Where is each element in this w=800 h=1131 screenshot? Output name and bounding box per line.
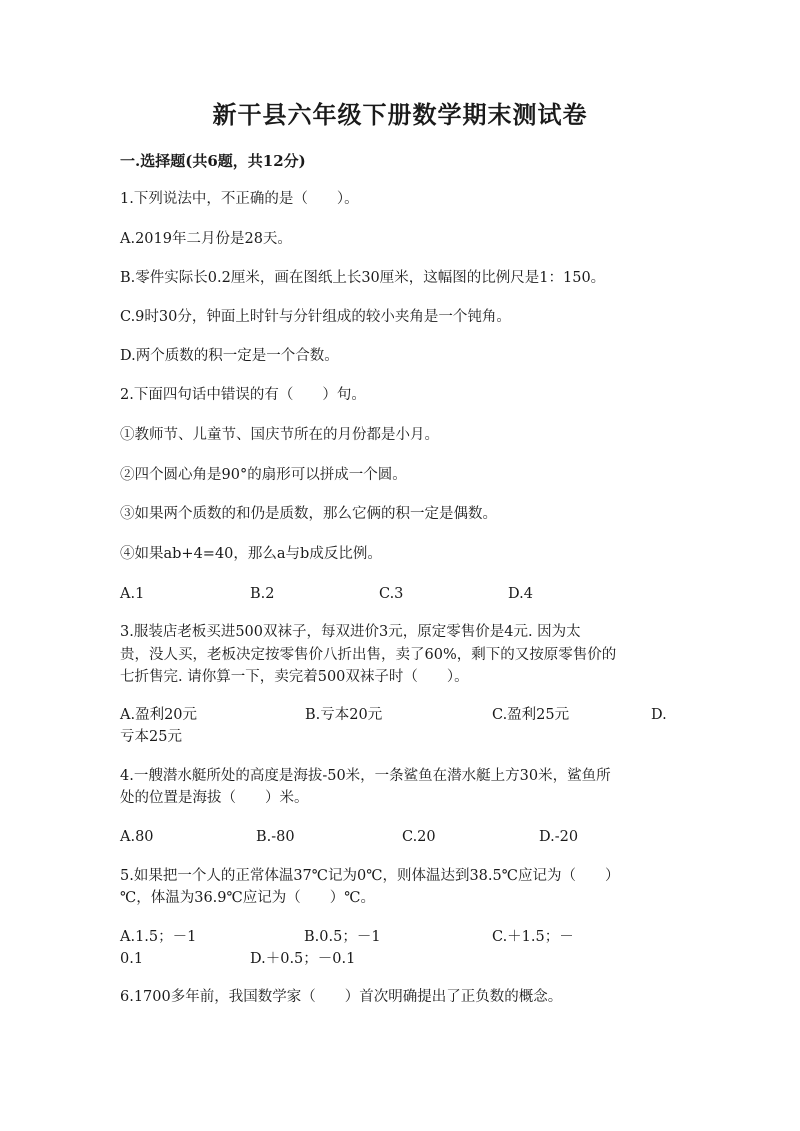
- q2-statement-2: ②四个圆心角是90°的扇形可以拼成一个圆。: [120, 467, 407, 483]
- q3-option-d-text: 亏本25元: [120, 729, 182, 745]
- q3-stem-line-1: 3.服装店老板买进500双袜子，每双进价3元，原定零售价是4元. 因为太: [120, 624, 581, 640]
- q3-stem-line-2: 贵，没人买，老板决定按零售价八折出售，卖了60%，剩下的又按原零售价的: [120, 647, 617, 663]
- q4-stem-line-1: 4.一艘潜水艇所处的高度是海拔-50米，一条鲨鱼在潜水艇上方30米，鲨鱼所: [120, 768, 611, 784]
- q3-stem-line-3: 七折售完. 请你算一下，卖完着500双袜子时（ ）。: [120, 669, 469, 685]
- q5-options-row-2: [120, 948, 680, 970]
- exam-title: 新干县六年级下册数学期末测试卷: [212, 100, 588, 129]
- section-heading: 一.选择题(共6题，共12分): [120, 152, 306, 170]
- q2-statement-3: ③如果两个质数的和仍是质数，那么它俩的积一定是偶数。: [120, 506, 497, 522]
- q5-option-c: C.＋1.5；－: [492, 929, 574, 945]
- q5-option-a: A.1.5；－1: [120, 929, 197, 945]
- q5-option-d: D.＋0.5；－0.1: [250, 951, 356, 967]
- q2-option-a: A.1: [120, 586, 145, 602]
- q1-option-d: D.两个质数的积一定是一个合数。: [120, 348, 339, 364]
- q2-option-b: B.2: [250, 586, 275, 602]
- q5-options-row-1: [120, 926, 680, 948]
- q3-options: [120, 704, 680, 726]
- q1-option-c: C.9时30分，钟面上时针与分针组成的较小夹角是一个钝角。: [120, 309, 511, 325]
- q3-option-b: B.亏本20元: [305, 707, 383, 723]
- q5-stem-line-2: ℃，体温为36.9℃应记为（ ）℃。: [120, 890, 375, 906]
- q3-option-a: A.盈利20元: [120, 707, 198, 723]
- q2-stem: 2.下面四句话中错误的有（ ）句。: [120, 387, 366, 403]
- q5-option-c-continued: 0.1: [120, 951, 144, 967]
- q4-option-b: B.-80: [256, 829, 295, 845]
- q4-option-a: A.80: [120, 829, 154, 845]
- q2-statement-1: ①教师节、儿童节、国庆节所在的月份都是小月。: [120, 427, 439, 443]
- q2-statement-4: ④如果ab+4=40，那么a与b成反比例。: [120, 546, 382, 562]
- q5-stem-line-1: 5.如果把一个人的正常体温37℃记为0℃，则体温达到38.5℃应记为（ ）: [120, 868, 620, 884]
- q1-option-b: B.零件实际长0.2厘米，画在图纸上长30厘米，这幅图的比例尺是1：150。: [120, 270, 606, 286]
- q5-option-b: B.0.5；－1: [304, 929, 381, 945]
- q4-options: [120, 826, 680, 848]
- q2-option-d: D.4: [508, 586, 533, 602]
- q2-options: [120, 583, 680, 605]
- q2-option-c: C.3: [379, 586, 404, 602]
- q4-stem-line-2: 处的位置是海拔（ ）米。: [120, 790, 309, 806]
- q3-option-d-prefix: D.: [651, 707, 667, 723]
- q4-option-d: D.-20: [539, 829, 579, 845]
- q6-stem: 6.1700多年前，我国数学家（ ）首次明确提出了正负数的概念。: [120, 989, 563, 1005]
- q1-option-a: A.2019年二月份是28天。: [120, 231, 292, 247]
- q3-option-c: C.盈利25元: [492, 707, 570, 723]
- q1-stem: 1.下列说法中，不正确的是（ ）。: [120, 191, 359, 207]
- q4-option-c: C.20: [402, 829, 436, 845]
